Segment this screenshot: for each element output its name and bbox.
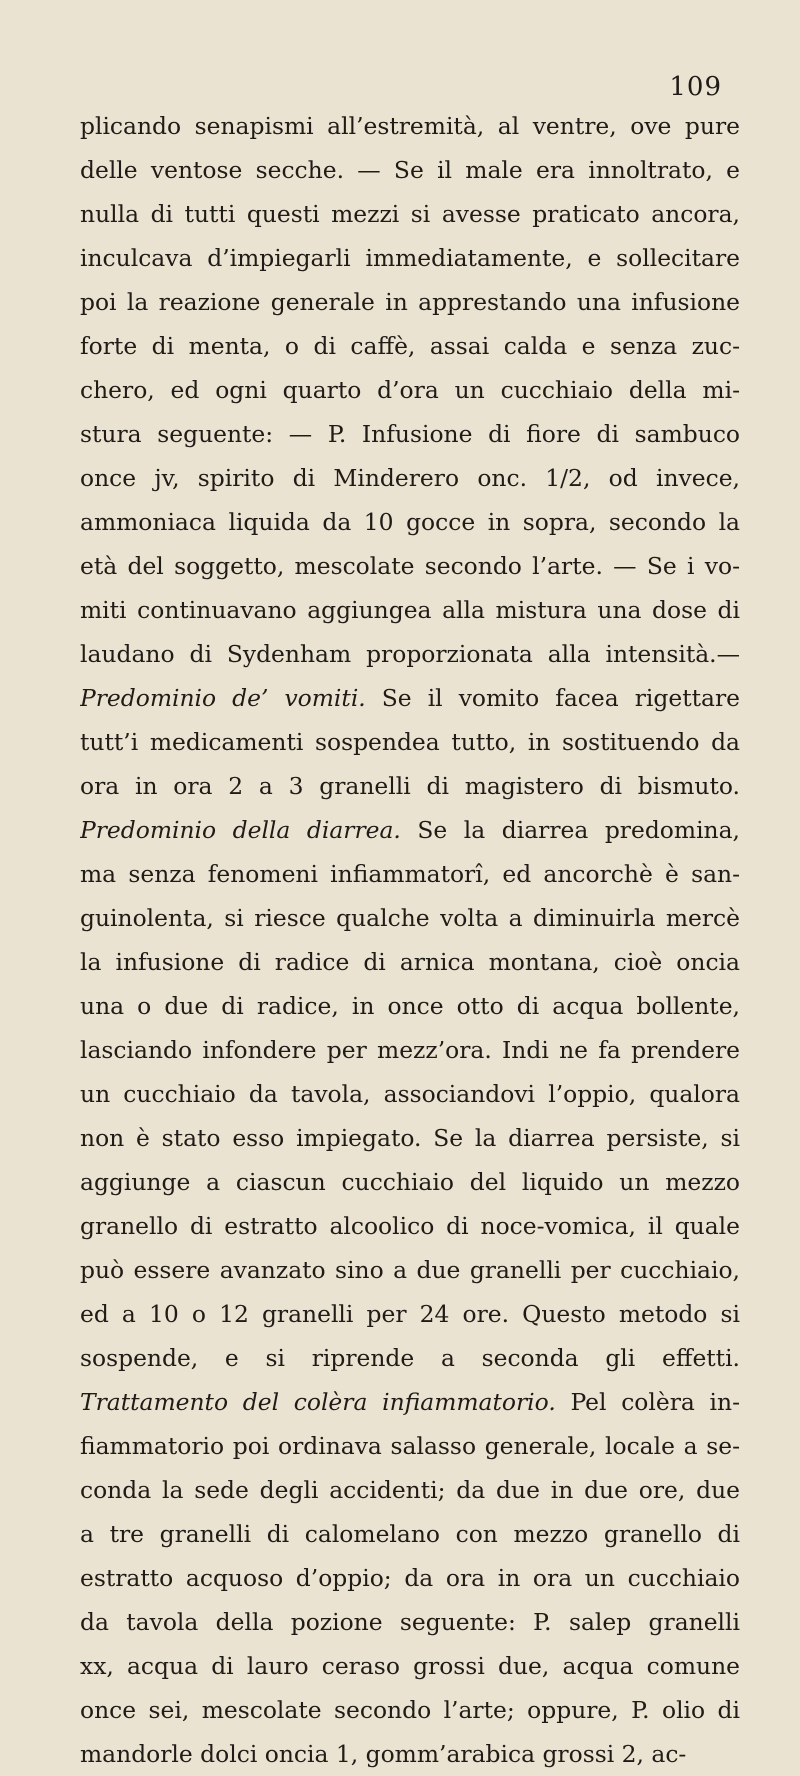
text-line <box>80 236 740 280</box>
text-segment: plicando senapismi all’estremità, al ventre, ove pure <box>80 112 740 140</box>
body-text <box>80 104 740 1776</box>
text-line <box>80 1644 740 1688</box>
text-segment: poi la reazione generale in apprestando una infusione <box>80 288 740 316</box>
text-segment: chero, ed ogni quarto d’ora un cucchiaio della mi- <box>80 376 740 404</box>
text-segment: da tavola della pozione seguente: P. salep granelli <box>80 1608 740 1636</box>
text-line <box>80 1556 740 1600</box>
text-line <box>80 852 740 896</box>
text-segment: once sei, mescolate secondo l’arte; oppure, P. olio di <box>80 1696 740 1724</box>
text-line <box>80 324 740 368</box>
text-line <box>80 896 740 940</box>
text-segment: forte di menta, o di caffè, assai calda e senza zuc- <box>80 332 740 360</box>
text-segment: conda la sede degli accidenti; da due in due ore, due <box>80 1476 740 1504</box>
text-line <box>80 632 740 676</box>
text-segment: aggiunge a ciascun cucchiaio del liquido un mezzo <box>80 1168 740 1196</box>
text-segment: fiammatorio poi ordinava salasso generale, locale a se- <box>80 1432 740 1460</box>
text-segment: stura seguente: — P. Infusione di fiore di sambuco <box>80 420 740 448</box>
text-line <box>80 1292 740 1336</box>
text-line <box>80 720 740 764</box>
text-line <box>80 368 740 412</box>
text-line <box>80 1028 740 1072</box>
text-line <box>80 1248 740 1292</box>
text-segment: ora in ora 2 a 3 granelli di magistero di bismuto. <box>80 772 740 800</box>
text-line <box>80 544 740 588</box>
text-segment: una o due di radice, in once otto di acqua bollente, <box>80 992 740 1020</box>
text-line <box>80 984 740 1028</box>
text-segment: un cucchiaio da tavola, associandovi l’oppio, qualora <box>80 1080 740 1108</box>
text-line <box>80 456 740 500</box>
text-line <box>80 1732 740 1776</box>
text-segment: Se il vomito facea rigettare <box>365 684 740 712</box>
text-segment: tutt’i medicamenti sospendea tutto, in sostituendo da <box>80 728 740 756</box>
text-line <box>80 1072 740 1116</box>
page-number: 109 <box>669 72 722 102</box>
text-line <box>80 1336 740 1380</box>
text-line <box>80 1512 740 1556</box>
text-segment: ma senza fenomeni infiammatorî, ed ancorchè è san- <box>80 860 740 888</box>
text-segment: età del soggetto, mescolate secondo l’arte. — Se i vo- <box>80 552 740 580</box>
text-segment: lasciando infondere per mezz’ora. Indi ne fa prendere <box>80 1036 740 1064</box>
section-heading: Trattamento del colèra infiammatorio. <box>80 1388 556 1416</box>
text-line <box>80 500 740 544</box>
text-line <box>80 1468 740 1512</box>
text-segment: a tre granelli di calomelano con mezzo granello di <box>80 1520 740 1548</box>
text-line <box>80 412 740 456</box>
text-segment: estratto acquoso d’oppio; da ora in ora un cucchiaio <box>80 1564 740 1592</box>
text-line <box>80 808 740 852</box>
text-line <box>80 1600 740 1644</box>
text-segment: la infusione di radice di arnica montana, cioè oncia <box>80 948 740 976</box>
text-segment: delle ventose secche. — Se il male era innoltrato, e <box>80 156 740 184</box>
text-segment: once jv, spirito di Minderero onc. 1/2, od invece, <box>80 464 740 492</box>
text-segment: può essere avanzato sino a due granelli per cucchiaio, <box>80 1256 740 1284</box>
section-heading: Predominio della diarrea. <box>80 816 401 844</box>
section-heading: Predominio de’ vomiti. <box>80 684 366 712</box>
text-segment: ammoniaca liquida da 10 gocce in sopra, secondo la <box>80 508 740 536</box>
text-line <box>80 1204 740 1248</box>
text-line <box>80 1160 740 1204</box>
text-line <box>80 1688 740 1732</box>
text-line <box>80 1424 740 1468</box>
text-segment: miti continuavano aggiungea alla mistura una dose di <box>80 596 740 624</box>
text-line <box>80 192 740 236</box>
text-segment: Pel colèra in- <box>555 1388 740 1416</box>
text-line <box>80 1380 740 1424</box>
text-line <box>80 764 740 808</box>
text-line <box>80 1116 740 1160</box>
text-line <box>80 588 740 632</box>
text-segment: Se la diarrea predomina, <box>400 816 740 844</box>
text-segment: sospende, e si riprende a seconda gli effetti. <box>80 1344 740 1372</box>
text-segment: ed a 10 o 12 granelli per 24 ore. Questo metodo si <box>80 1300 740 1328</box>
text-line <box>80 676 740 720</box>
text-line <box>80 280 740 324</box>
text-segment: non è stato esso impiegato. Se la diarrea persiste, si <box>80 1124 740 1152</box>
text-line <box>80 104 740 148</box>
text-segment: inculcava d’impiegarli immediatamente, e sollecitare <box>80 244 740 272</box>
text-segment: mandorle dolci oncia 1, gomm’arabica grossi 2, ac- <box>80 1740 687 1768</box>
text-segment: nulla di tutti questi mezzi si avesse praticato ancora, <box>80 200 740 228</box>
text-segment: laudano di Sydenham proporzionata alla intensità.— <box>80 640 740 668</box>
text-segment: guinolenta, si riesce qualche volta a diminuirla mercè <box>80 904 740 932</box>
text-segment: xx, acqua di lauro ceraso grossi due, acqua comune <box>80 1652 740 1680</box>
text-line <box>80 148 740 192</box>
text-line <box>80 940 740 984</box>
text-segment: granello di estratto alcoolico di noce-vomica, il quale <box>80 1212 740 1240</box>
